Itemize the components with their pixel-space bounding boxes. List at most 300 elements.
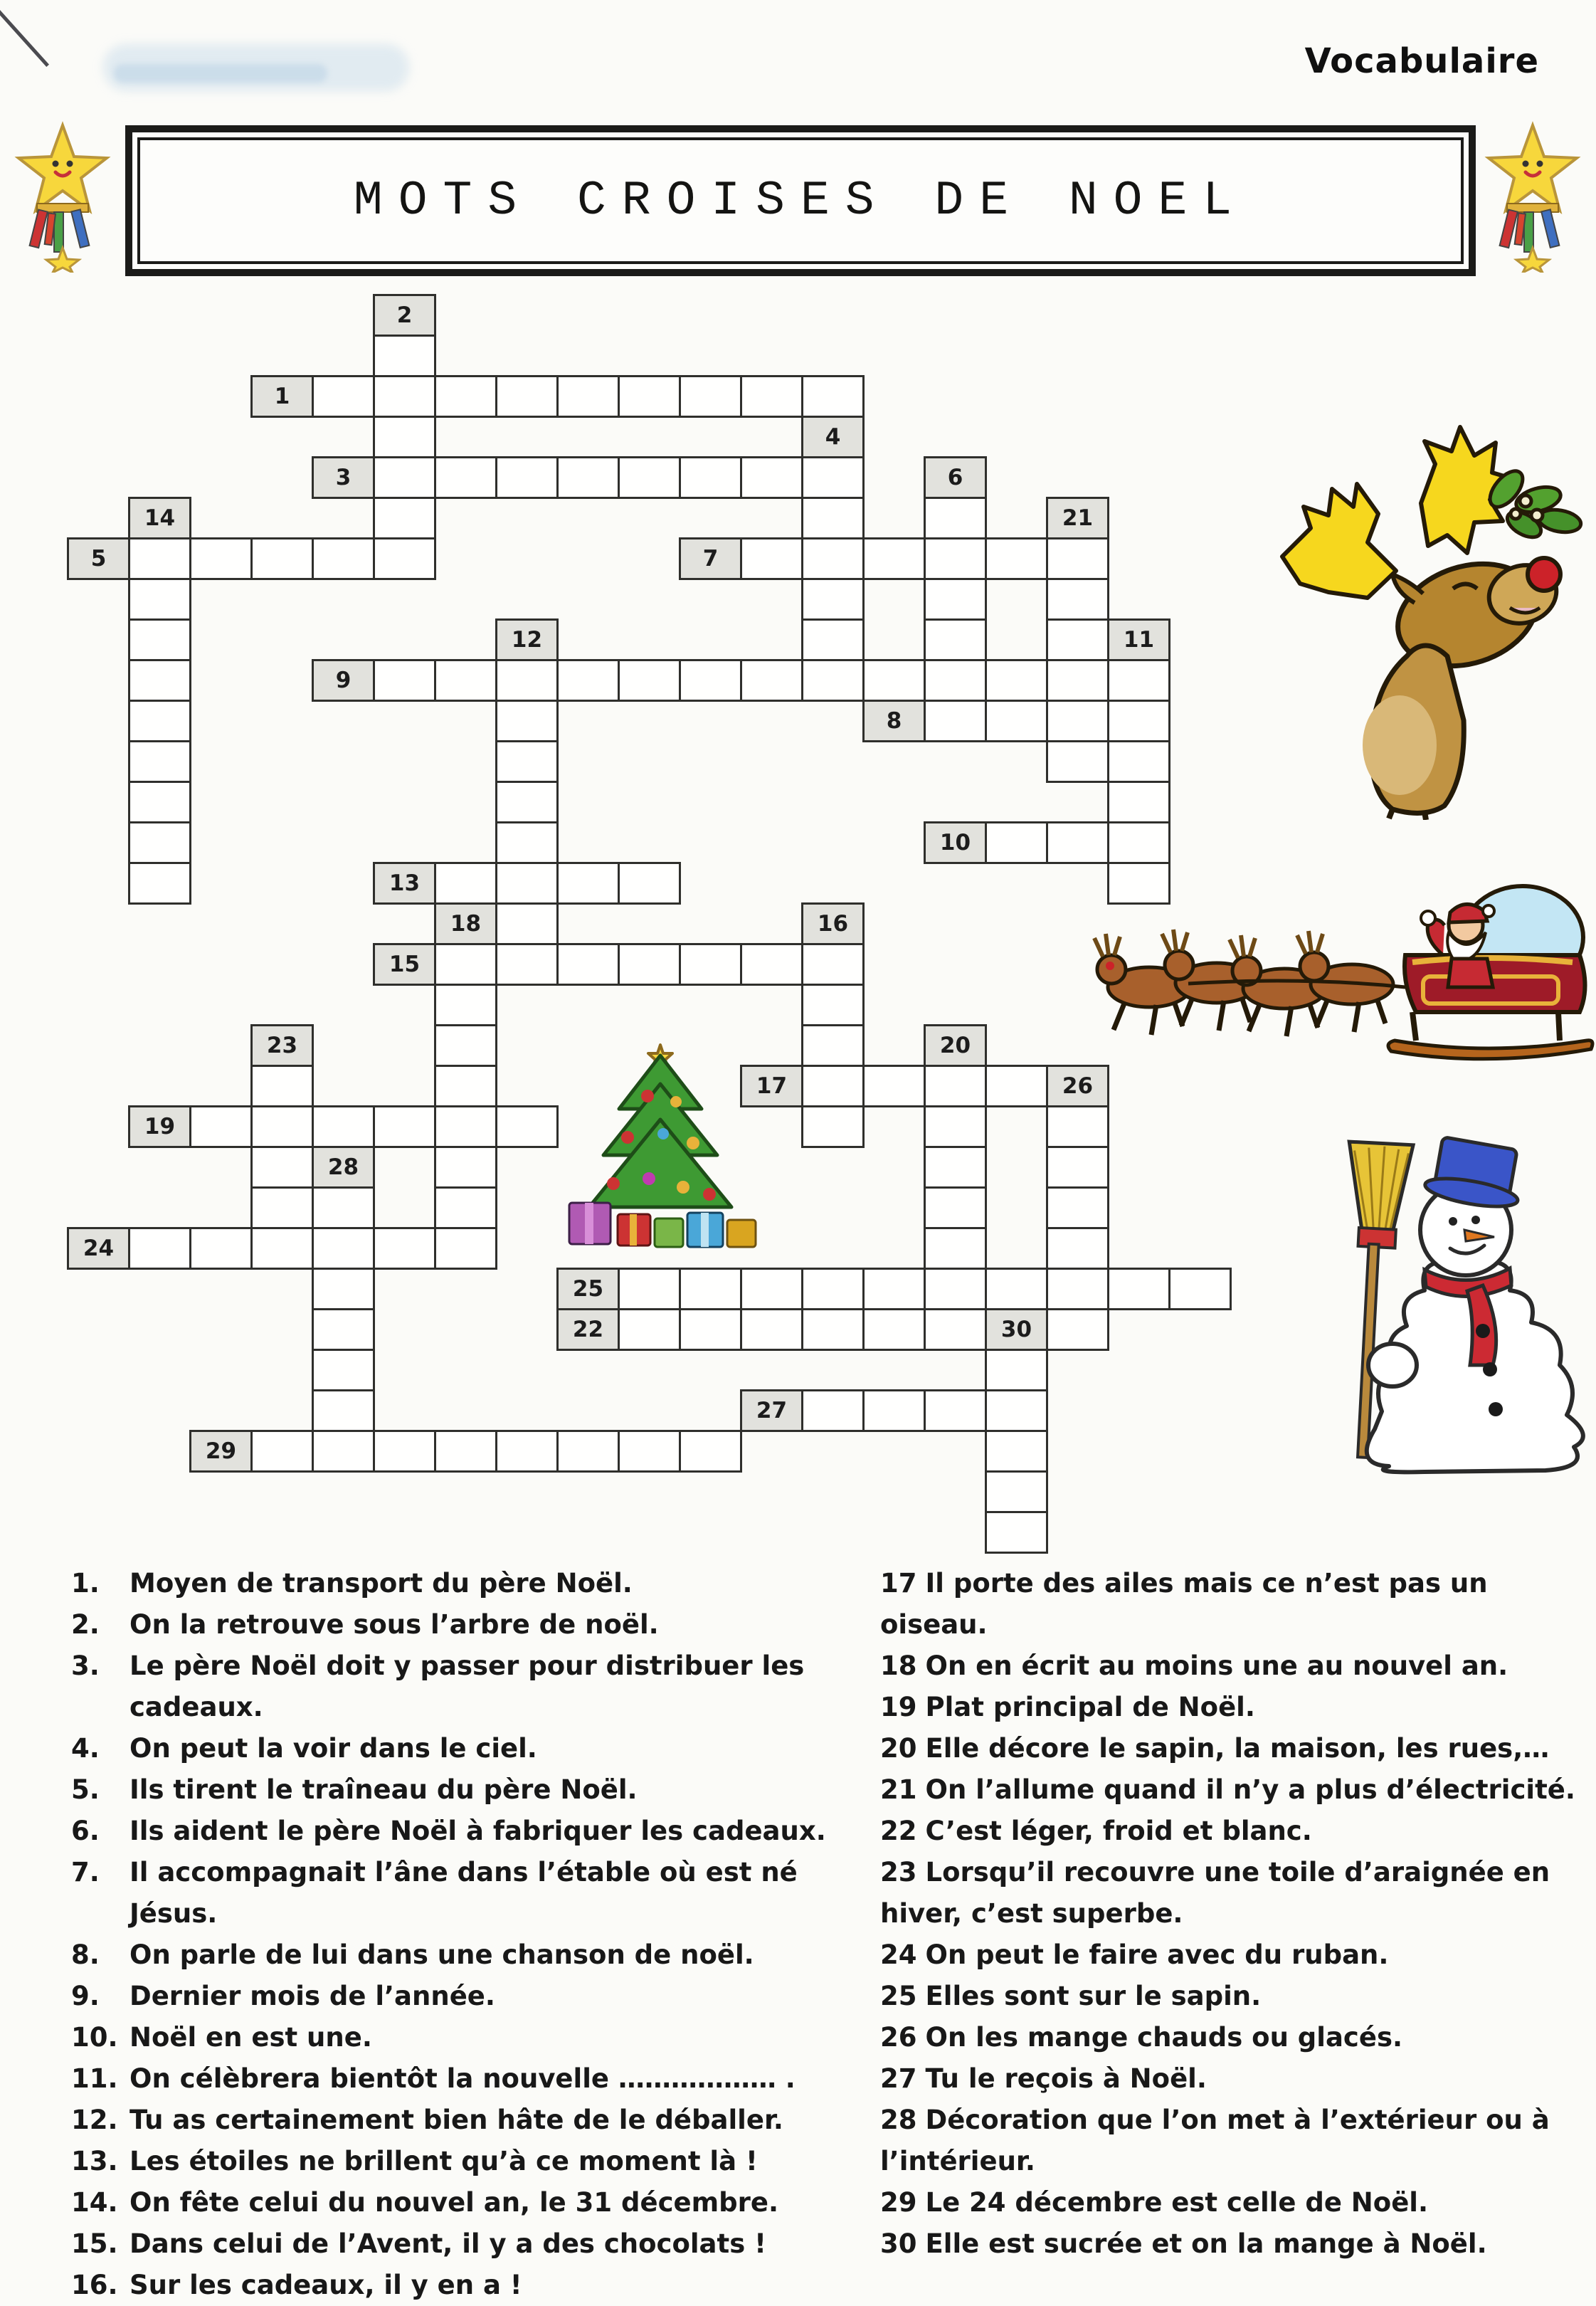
crossword-number-cell (556, 1308, 620, 1351)
crossword-cell (1168, 1268, 1232, 1310)
crossword-cell (250, 1430, 314, 1473)
crossword-number-cell (67, 1227, 130, 1270)
crossword-cell (740, 659, 803, 702)
crossword-number-cell (924, 821, 987, 864)
crossword-cell (1046, 1227, 1109, 1270)
crossword-cell (128, 781, 191, 823)
clue-number: 13. (71, 2146, 118, 2176)
clue-item (71, 2223, 889, 2265)
crossword-cell (128, 659, 191, 702)
crossword-cell (1107, 781, 1170, 823)
clue-number: 23 (880, 1857, 917, 1888)
crossword-cell (740, 1308, 803, 1351)
crossword-number: 26 (1062, 1073, 1094, 1099)
crossword-number: 23 (266, 1033, 298, 1058)
crossword-cell (495, 375, 559, 418)
clue-number: 14. (71, 2187, 118, 2218)
crossword-cell (862, 1268, 926, 1310)
crossword-cell (1107, 700, 1170, 742)
clue-text: Plat principal de Noël. (925, 1692, 1255, 1722)
crossword-cell (740, 375, 803, 418)
crossword-cell (434, 659, 497, 702)
crossword-cell (862, 537, 926, 580)
crossword-cell (862, 1308, 926, 1351)
crossword-number: 4 (825, 424, 841, 450)
crossword-cell (924, 618, 987, 661)
clue-item (880, 1811, 1595, 1852)
crossword-cell (556, 375, 620, 418)
crossword-cell (679, 375, 742, 418)
crossword-cell (985, 537, 1048, 580)
crossword-number-cell (312, 1146, 375, 1189)
crossword-cell (618, 862, 681, 905)
crossword-cell (373, 1227, 436, 1270)
clue-text: Moyen de transport du père Noël. (130, 1568, 633, 1599)
crossword-number-cell (924, 456, 987, 499)
snowman-clipart (1296, 1130, 1595, 1475)
crossword-number-cell (556, 1268, 620, 1310)
clue-item (71, 1852, 889, 1934)
crossword-number: 30 (1000, 1317, 1032, 1342)
crossword-cell (924, 1268, 987, 1310)
crossword-cell (801, 537, 865, 580)
crossword-cell (679, 659, 742, 702)
crossword-cell (373, 416, 436, 458)
crossword-cell (495, 781, 559, 823)
crossword-cell (373, 537, 436, 580)
title-box-inner (137, 137, 1464, 264)
scan-corner-artifact (0, 0, 49, 67)
crossword-cell (495, 1105, 559, 1148)
clue-number: 9. (71, 1981, 100, 2011)
crossword-cell (128, 862, 191, 905)
crossword-number-cell (740, 1389, 803, 1432)
crossword-cell (740, 537, 803, 580)
crossword-cell (434, 943, 497, 986)
clue-item (71, 1976, 889, 2017)
crossword-cell (128, 578, 191, 621)
crossword-number: 5 (90, 546, 107, 572)
crossword-number-cell (924, 1024, 987, 1067)
crossword-cell (679, 1268, 742, 1310)
crossword-cell (924, 1065, 987, 1107)
clue-item (71, 2017, 889, 2058)
crossword-cell (312, 1227, 375, 1270)
clue-number: 28 (880, 2105, 917, 2135)
clue-text: Ils aident le père Noël à fabriquer les cadeaux. (130, 1816, 826, 1846)
clue-text: On peut la voir dans le ciel. (130, 1733, 537, 1764)
clue-item (71, 1934, 889, 1976)
crossword-cell (495, 740, 559, 783)
clue-item (71, 1604, 889, 1646)
clue-list-left (71, 1563, 889, 2306)
clue-text: Elle est sucrée et on la mange à Noël. (925, 2228, 1487, 2259)
crossword-number: 17 (756, 1073, 788, 1099)
crossword-cell (434, 984, 497, 1026)
crossword-number: 13 (389, 870, 421, 896)
crossword-cell (1107, 821, 1170, 864)
clue-number: 7. (71, 1857, 100, 1888)
crossword-cell (740, 456, 803, 499)
crossword-cell (985, 700, 1048, 742)
crossword-cell (250, 1065, 314, 1107)
clue-number: 3. (71, 1650, 100, 1681)
crossword-cell (801, 984, 865, 1026)
crossword-cell (924, 659, 987, 702)
crossword-cell (1046, 1268, 1109, 1310)
crossword-cell (434, 1227, 497, 1270)
crossword-number-cell (67, 537, 130, 580)
clue-text: Les étoiles ne brillent qu’à ce moment là ! (130, 2146, 758, 2176)
crossword-cell (434, 456, 497, 499)
reindeer-clipart (1261, 421, 1595, 820)
clue-number: 16. (71, 2270, 118, 2300)
clue-text: Il porte des ailes mais ce n’est pas un oiseau. (880, 1568, 1488, 1640)
crossword-cell (250, 1105, 314, 1148)
clue-number: 27 (880, 2063, 917, 2094)
crossword-cell (312, 1349, 375, 1391)
clue-text: Le 24 décembre est celle de Noël. (925, 2187, 1429, 2218)
crossword-cell (801, 456, 865, 499)
crossword-cell (924, 1186, 987, 1229)
crossword-cell (801, 1065, 865, 1107)
crossword-number: 21 (1062, 505, 1094, 531)
crossword-number-cell (1107, 618, 1170, 661)
crossword-cell (924, 700, 987, 742)
clue-item (880, 1769, 1595, 1811)
crossword-cell (679, 456, 742, 499)
crossword-cell (250, 1186, 314, 1229)
clue-item (880, 1687, 1595, 1728)
crossword-cell (128, 700, 191, 742)
crossword-number-cell (495, 618, 559, 661)
crossword-number: 1 (274, 384, 290, 409)
crossword-number-cell (189, 1430, 253, 1473)
clue-number: 30 (880, 2228, 917, 2259)
crossword-cell (434, 375, 497, 418)
crossword-number-cell (679, 537, 742, 580)
crossword-cell (1046, 1308, 1109, 1351)
crossword-number-cell (985, 1308, 1048, 1351)
crossword-cell (1046, 578, 1109, 621)
crossword-cell (434, 1105, 497, 1148)
crossword-cell (1046, 700, 1109, 742)
clue-text: Le père Noël doit y passer pour distribuer les cadeaux. (130, 1650, 805, 1722)
crossword-number: 16 (817, 911, 849, 937)
crossword-cell (556, 456, 620, 499)
crossword-cell (618, 456, 681, 499)
crossword-cell (495, 902, 559, 945)
crossword-cell (434, 1024, 497, 1067)
crossword-number-cell (312, 659, 375, 702)
crossword-cell (618, 1430, 681, 1473)
clue-item (71, 1646, 889, 1728)
crossword-cell (312, 375, 375, 418)
crossword-number-cell (250, 375, 314, 418)
clue-number: 10. (71, 2022, 118, 2053)
clue-number: 2. (71, 1609, 100, 1640)
crossword-cell (985, 1065, 1048, 1107)
clue-number: 17 (880, 1568, 917, 1599)
crossword-cell (1107, 1268, 1170, 1310)
clue-number: 1. (71, 1568, 100, 1599)
crossword-cell (801, 1105, 865, 1148)
clue-number: 26 (880, 2022, 917, 2053)
crossword-number: 2 (396, 302, 413, 328)
clue-number: 25 (880, 1981, 917, 2011)
christmas-tree-clipart (556, 1016, 764, 1255)
clue-number: 21 (880, 1774, 917, 1805)
clue-number: 29 (880, 2187, 917, 2218)
crossword-number: 24 (83, 1236, 115, 1261)
clue-item (880, 1934, 1595, 1976)
crossword-cell (618, 659, 681, 702)
crossword-cell (373, 1430, 436, 1473)
clue-text: Lorsqu’il recouvre une toile d’araignée en hiver, c’est superbe. (880, 1857, 1550, 1929)
crossword-cell (250, 1227, 314, 1270)
clue-number: 20 (880, 1733, 917, 1764)
crossword-number-cell (801, 902, 865, 945)
crossword-cell (679, 943, 742, 986)
crossword-cell (495, 700, 559, 742)
crossword-number-cell (128, 497, 191, 539)
crossword-cell (312, 1308, 375, 1351)
crossword-cell (128, 740, 191, 783)
crossword-cell (556, 659, 620, 702)
crossword-cell (312, 537, 375, 580)
crossword-number: 6 (947, 465, 963, 490)
vocabulaire-label: Vocabulaire (1304, 41, 1539, 81)
crossword-cell (189, 1105, 253, 1148)
clue-item (880, 2182, 1595, 2223)
crossword-cell (312, 1186, 375, 1229)
clue-item (71, 1728, 889, 1769)
crossword-number-cell (801, 416, 865, 458)
clue-text: C’est léger, froid et blanc. (925, 1816, 1312, 1846)
crossword-number-cell (128, 1105, 191, 1148)
clue-number: 19 (880, 1692, 917, 1722)
clue-item (880, 1563, 1595, 1646)
clue-item (880, 1976, 1595, 2017)
crossword-number: 27 (756, 1398, 788, 1423)
crossword-number: 22 (572, 1317, 604, 1342)
crossword-cell (985, 1430, 1048, 1473)
crossword-cell (679, 1308, 742, 1351)
clue-number: 6. (71, 1816, 100, 1846)
crossword-cell (495, 1430, 559, 1473)
crossword-cell (801, 497, 865, 539)
clue-item (71, 2265, 889, 2306)
crossword-cell (801, 618, 865, 661)
crossword-number: 28 (327, 1154, 359, 1180)
crossword-cell (373, 497, 436, 539)
crossword-cell (1046, 821, 1109, 864)
crossword-cell (495, 862, 559, 905)
crossword-cell (924, 1389, 987, 1432)
crossword-cell (1046, 1105, 1109, 1148)
clue-text: Il accompagnait l’âne dans l’étable où est né Jésus. (130, 1857, 798, 1929)
crossword-cell (618, 943, 681, 986)
crossword-cell (801, 943, 865, 986)
clue-list-right (880, 1563, 1595, 2265)
crossword-cell (434, 1430, 497, 1473)
crossword-cell (985, 659, 1048, 702)
crossword-number: 25 (572, 1276, 604, 1302)
crossword-cell (189, 1227, 253, 1270)
crossword-cell (495, 659, 559, 702)
clue-item (71, 2058, 889, 2100)
clue-item (71, 2182, 889, 2223)
crossword-number-cell (373, 943, 436, 986)
crossword-cell (1046, 1186, 1109, 1229)
crossword-cell (312, 1105, 375, 1148)
crossword-cell (1107, 740, 1170, 783)
crossword-cell (556, 1430, 620, 1473)
crossword-number: 3 (335, 465, 352, 490)
clue-text: On la retrouve sous l’arbre de noël. (130, 1609, 659, 1640)
crossword-number: 9 (335, 668, 352, 693)
santa-sleigh-clipart (1089, 870, 1596, 1073)
clue-item (880, 1728, 1595, 1769)
clue-text: On les mange chauds ou glacés. (925, 2022, 1403, 2053)
crossword-number-cell (373, 294, 436, 337)
clue-item (880, 2223, 1595, 2265)
crossword-cell (618, 1308, 681, 1351)
clue-item (880, 1852, 1595, 1934)
crossword-cell (434, 1186, 497, 1229)
clue-number: 15. (71, 2228, 118, 2259)
clue-text: On célèbrera bientôt la nouvelle ……………… . (130, 2063, 796, 2094)
clue-item (71, 1811, 889, 1852)
crossword-cell (189, 537, 253, 580)
clue-item (71, 2141, 889, 2182)
clue-text: On en écrit au moins une au nouvel an. (925, 1650, 1508, 1681)
clue-text: On parle de lui dans une chanson de noël. (130, 1939, 754, 1970)
clue-item (71, 2100, 889, 2141)
crossword-number-cell (862, 700, 926, 742)
crossword-cell (1046, 659, 1109, 702)
crossword-cell (740, 1268, 803, 1310)
crossword-number: 20 (939, 1033, 971, 1058)
crossword-cell (924, 537, 987, 580)
crossword-number-cell (312, 456, 375, 499)
crossword-cell (373, 659, 436, 702)
clue-item (71, 1769, 889, 1811)
clue-item (71, 1563, 889, 1604)
crossword-cell (985, 1389, 1048, 1432)
crossword-cell (312, 1430, 375, 1473)
crossword-cell (250, 537, 314, 580)
crossword-number-cell (1046, 497, 1109, 539)
crossword-number-cell (250, 1024, 314, 1067)
clue-text: On l’allume quand il n’y a plus d’électricité. (925, 1774, 1575, 1805)
crossword-cell (373, 1105, 436, 1148)
star-ornament-right (1479, 120, 1587, 273)
crossword-cell (128, 821, 191, 864)
clue-text: Sur les cadeaux, il y en a ! (130, 2270, 522, 2300)
clue-number: 22 (880, 1816, 917, 1846)
crossword-number: 14 (144, 505, 176, 531)
clue-text: Noël en est une. (130, 2022, 372, 2053)
crossword-cell (862, 659, 926, 702)
crossword-cell (801, 1024, 865, 1067)
crossword-cell (434, 1065, 497, 1107)
crossword-cell (924, 497, 987, 539)
crossword-cell (740, 943, 803, 986)
clue-number: 5. (71, 1774, 100, 1805)
crossword-cell (128, 537, 191, 580)
clue-number: 11. (71, 2063, 118, 2094)
crossword-cell (985, 821, 1048, 864)
crossword-cell (679, 1430, 742, 1473)
crossword-cell (985, 1268, 1048, 1310)
crossword-cell (556, 862, 620, 905)
crossword-cell (1046, 740, 1109, 783)
clue-text: Tu as certainement bien hâte de le déballer. (130, 2105, 783, 2135)
crossword-number-cell (373, 862, 436, 905)
crossword-cell (801, 375, 865, 418)
clue-text: Elle décore le sapin, la maison, les rues,… (925, 1733, 1550, 1764)
clue-number: 24 (880, 1939, 917, 1970)
crossword-cell (862, 1065, 926, 1107)
crossword-cell (618, 375, 681, 418)
crossword-cell (985, 1511, 1048, 1554)
crossword-cell (434, 862, 497, 905)
crossword-number-cell (434, 902, 497, 945)
clue-number: 8. (71, 1939, 100, 1970)
crossword-cell (924, 578, 987, 621)
clue-text: Dernier mois de l’année. (130, 1981, 495, 2011)
crossword-cell (985, 1470, 1048, 1513)
clue-text: Tu le reçois à Noël. (925, 2063, 1207, 2094)
clue-number: 12. (71, 2105, 118, 2135)
crossword-number: 12 (511, 627, 543, 653)
crossword-cell (556, 943, 620, 986)
crossword-number: 10 (939, 830, 971, 855)
crossword-cell (924, 1227, 987, 1270)
clue-text: Décoration que l’on met à l’extérieur ou à l’intérieur. (880, 2105, 1550, 2176)
page-title: MOTS CROISES DE NOEL (353, 173, 1248, 228)
clue-item (880, 2017, 1595, 2058)
scan-smudge (114, 64, 327, 83)
crossword-cell (924, 1308, 987, 1351)
crossword-cell (373, 375, 436, 418)
crossword-number: 11 (1123, 627, 1155, 653)
crossword-cell (373, 335, 436, 377)
crossword-cell (1046, 618, 1109, 661)
crossword-cell (434, 1146, 497, 1189)
crossword-cell (924, 1105, 987, 1148)
clue-item (880, 2058, 1595, 2100)
crossword-number: 29 (205, 1438, 237, 1464)
crossword-cell (801, 578, 865, 621)
crossword-cell (128, 1227, 191, 1270)
crossword-cell (801, 1308, 865, 1351)
crossword-cell (1107, 659, 1170, 702)
title-box (125, 125, 1476, 276)
crossword-cell (312, 1268, 375, 1310)
clue-number: 18 (880, 1650, 917, 1681)
crossword-cell (128, 618, 191, 661)
crossword-cell (250, 1146, 314, 1189)
clue-text: Ils tirent le traîneau du père Noël. (130, 1774, 638, 1805)
crossword-cell (1046, 1146, 1109, 1189)
clue-item (880, 1646, 1595, 1687)
crossword-cell (312, 1389, 375, 1432)
crossword-cell (495, 456, 559, 499)
clue-text: On fête celui du nouvel an, le 31 décembre. (130, 2187, 779, 2218)
crossword-number: 15 (389, 952, 421, 977)
